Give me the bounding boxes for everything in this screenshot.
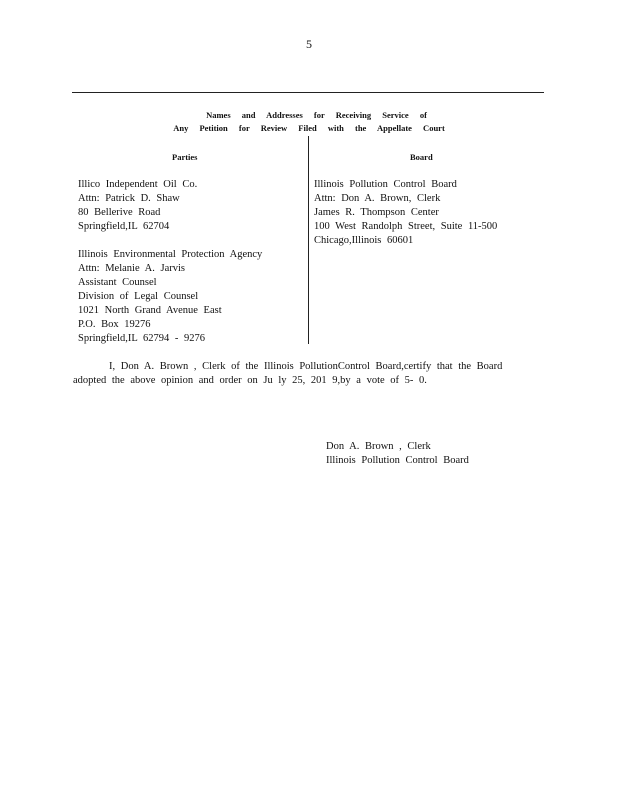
board-address-block	[314, 178, 497, 248]
address-line: 80 Bellerive Road	[78, 207, 161, 218]
certification-text: I, Don A. Brown , Clerk of the Illinois PollutionControl Board,certify that the Board adopted the above opinion and order on Ju ly 25, 201 9,by a vote of 5- 0.	[73, 361, 503, 386]
certification-paragraph	[73, 360, 513, 388]
address-line: Chicago,Illinois 60601	[314, 235, 414, 246]
address-line: James R. Thompson Center	[314, 207, 439, 218]
horizontal-rule	[72, 92, 544, 93]
address-line: P.O. Box 19276	[78, 319, 151, 330]
address-line: 100 West Randolph Street, Suite 11-500	[314, 221, 498, 232]
service-heading-line-1: Names and Addresses for Receiving Service of	[206, 110, 427, 120]
signature-name: Don A. Brown , Clerk	[326, 441, 431, 452]
agency-address-block	[78, 248, 262, 346]
signature-org: Illinois Pollution Control Board	[326, 455, 469, 466]
address-line: Attn: Don A. Brown, Clerk	[314, 193, 441, 204]
company-address-block	[78, 178, 197, 234]
address-line: Springfield,IL 62704	[78, 221, 170, 232]
signature-block	[326, 440, 469, 468]
service-heading-line-2: Any Petition for Review Filed with the Appellate Court	[173, 123, 445, 133]
address-line: Illinois Pollution Control Board	[314, 179, 457, 190]
address-line: Assistant Counsel	[78, 277, 157, 288]
address-line: Illico Independent Oil Co.	[78, 179, 198, 190]
page-number: 5	[306, 37, 312, 51]
address-line: Illinois Environmental Protection Agency	[78, 249, 263, 260]
address-line: Attn: Melanie A. Jarvis	[78, 263, 185, 274]
address-line: 1021 North Grand Avenue East	[78, 305, 222, 316]
parties-column-heading: Parties	[172, 152, 198, 162]
board-column-heading: Board	[410, 152, 433, 162]
address-line: Division of Legal Counsel	[78, 291, 199, 302]
address-line: Attn: Patrick D. Shaw	[78, 193, 180, 204]
address-line: Springfield,IL 62794 - 9276	[78, 333, 206, 344]
column-divider	[308, 136, 309, 344]
